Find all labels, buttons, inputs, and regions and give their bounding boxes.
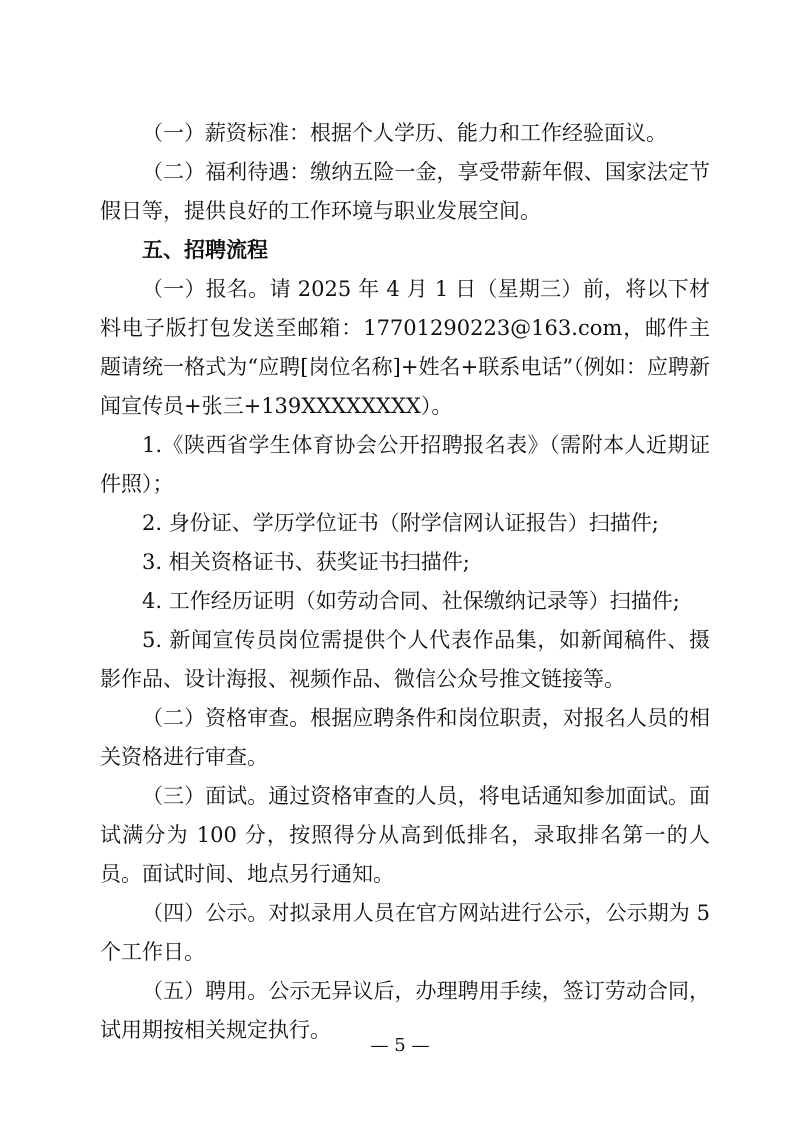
page-number: — 5 — <box>370 1035 430 1056</box>
publicity-paragraph: （四）公示。对拟录用人员在官方网站进行公示，公示期为 5 个工作日。 <box>100 901 710 964</box>
material-item-5: 5. 新闻宣传员岗位需提供个人代表作品集，如新闻稿件、摄影作品、设计海报、视频作品、微信公众号推文链接等。 <box>100 628 710 691</box>
material-item-2: 2. 身份证、学历学位证书（附学信网认证报告）扫描件; <box>142 511 659 535</box>
registration-paragraph: （一）报名。请 2025 年 4 月 1 日（星期三）前，将以下材料电子版打包发送至邮箱：17701290223@163.com，邮件主题请统一格式为“应聘[岗位名称]+姓名+联系电话”（例如：应聘新闻宣传员+张三+139XXXXXXXX）。 <box>100 277 710 418</box>
section-heading: 五、招聘流程 <box>142 238 268 262</box>
material-item-1: 1.《陕西省学生体育协会公开招聘报名表》（需附本人近期证件照）； <box>100 433 710 496</box>
qualification-review-paragraph: （二）资格审查。根据应聘条件和岗位职责，对报名人员的相关资格进行审查。 <box>100 706 710 769</box>
employment-paragraph: （五）聘用。公示无异议后，办理聘用手续，签订劳动合同，试用期按相关规定执行。 <box>100 979 710 1042</box>
material-item-3: 3. 相关资格证书、获奖证书扫描件; <box>142 550 470 574</box>
material-item-4: 4. 工作经历证明（如劳动合同、社保缴纳记录等）扫描件; <box>142 589 680 613</box>
benefits-paragraph: （二）福利待遇：缴纳五险一金，享受带薪年假、国家法定节假日等，提供良好的工作环境与职业发展空间。 <box>100 160 710 223</box>
interview-paragraph: （三）面试。通过资格审查的人员，将电话通知参加面试。面试满分为 100 分，按照得分从高到低排名，录取排名第一的人员。面试时间、地点另行通知。 <box>100 784 710 886</box>
document-body <box>100 114 710 1050</box>
salary-paragraph: （一）薪资标准：根据个人学历、能力和工作经验面议。 <box>142 121 667 145</box>
